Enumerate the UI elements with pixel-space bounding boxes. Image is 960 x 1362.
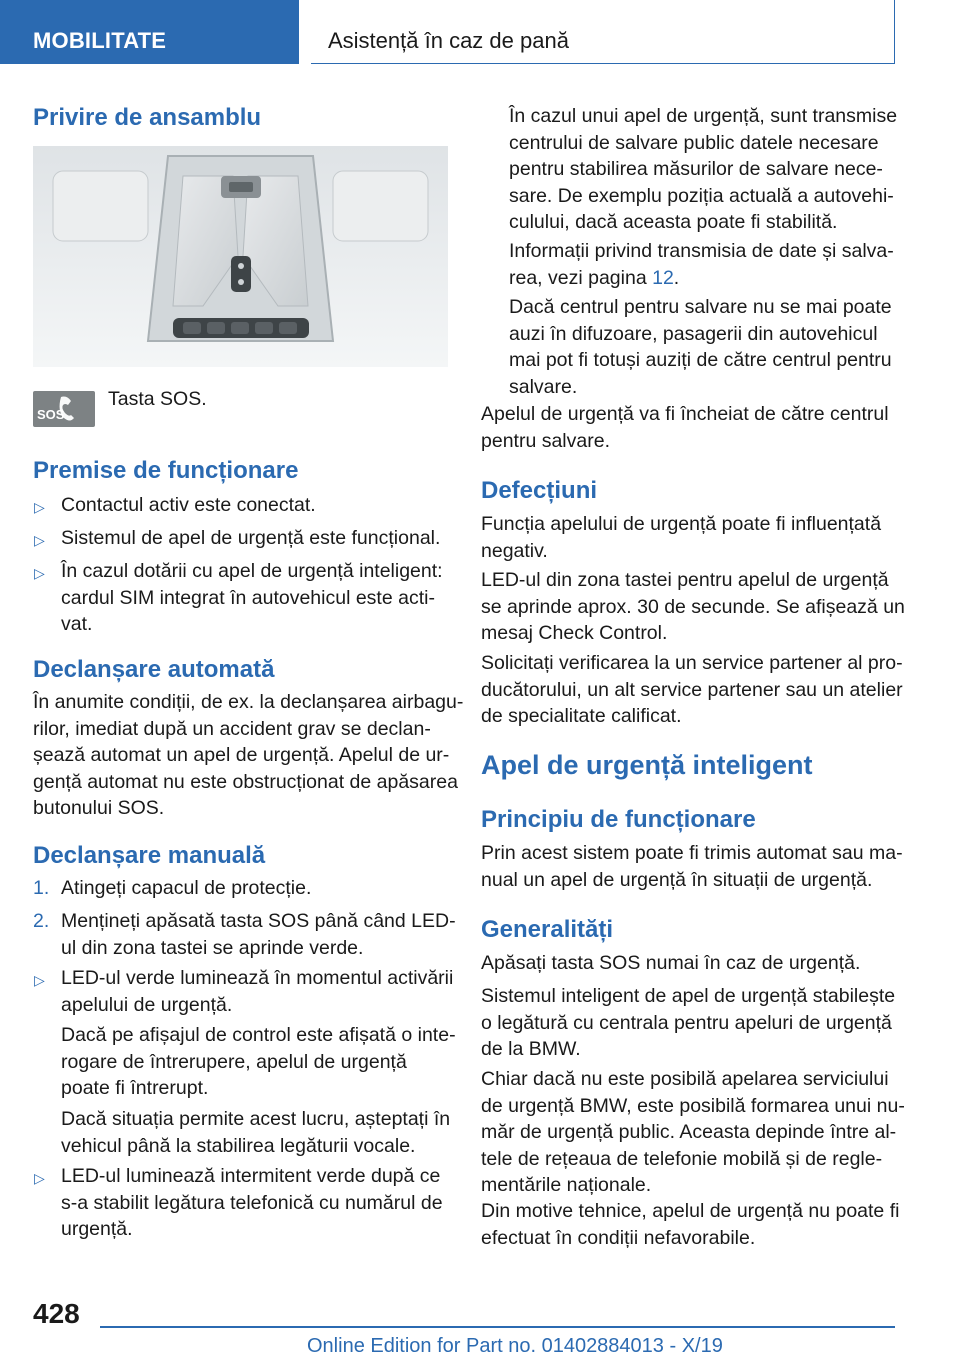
paragraph-general-1: Apăsați tasta SOS numai în caz de urgență.: [481, 952, 861, 974]
paragraph-rescue-center: Dacă centrul pentru salvare nu se mai poate auzi în difuzoare, pasagerii din autovehicul mai pot fi totuși auziți de către centrul pentru salvare.: [509, 296, 892, 398]
heading-automatic-trigger: Declanșare automată: [33, 656, 275, 683]
header-title-box: [311, 0, 895, 64]
sos-icon-text: SOS: [37, 407, 65, 422]
list-item: Sistemul de apel de urgență este funcțional.: [61, 527, 441, 549]
heading-general: Generalități: [481, 916, 614, 943]
bullet-triangle-icon: ▷: [34, 532, 45, 548]
heading-manual-trigger: Declanșare manuală: [33, 842, 266, 869]
paragraph-data-transmitted: În cazul unui apel de urgență, sunt transmise centrului de salvare public datele necesare pentru stabilirea măsurilor de salvare nece‐ sare. De exemplu poziția actuală a autovehi‐ culului, dacă aceasta poate fi stabilită.: [509, 105, 898, 233]
footer-divider: [100, 1326, 895, 1328]
list-item-note: Dacă pe afișajul de control este afișată o inte‐ rogare de întrerupere, apelul de urgență poate fi întrerupt.: [61, 1024, 456, 1099]
paragraph-automatic-trigger: În anumite condiții, de ex. la declanșarea airbagu‐ rilor, imediat după un accident grav se declan‐ șează automat un apel de urgență. Apelul de ur‐ gență automat nu este obstrucționat de apăsarea butonului SOS.: [33, 691, 464, 819]
bullet-triangle-icon: ▷: [34, 565, 45, 581]
heading-intelligent-emergency-call: Apel de urgență inteligent: [481, 750, 813, 780]
heading-faults: Defecțiuni: [481, 477, 598, 504]
list-item: Contactul activ este conectat.: [61, 494, 316, 516]
paragraph-principle: Prin acest sistem poate fi trimis automat sau ma‐ nual un apel de urgență în situații de urgență.: [481, 842, 903, 891]
paragraph-general-3: Chiar dacă nu este posibilă apelarea serviciului de urgență BMW, este posibilă formarea unui nu‐ măr de urgență public. Aceasta depinde între al‐ tele de rețeaua de telefonie mobilă și de regle‐ mentările naționale.: [481, 1068, 905, 1196]
paragraph-general-2: Sistemul inteligent de apel de urgență stabilește o legătură cu centrala pentru apeluri de urgență de la BMW.: [481, 985, 896, 1060]
step-text: Atingeți capacul de protecție.: [61, 877, 312, 899]
paragraph-call-ended: Apelul de urgență va fi încheiat de către centrul pentru salvare.: [481, 403, 889, 452]
paragraph-faults: Funcția apelului de urgență poate fi influențată negativ.: [481, 513, 882, 562]
sos-key-icon: [33, 391, 95, 427]
bullet-triangle-icon: ▷: [34, 499, 45, 515]
step-number: 1.: [33, 877, 50, 899]
roof-console-illustration: [33, 146, 448, 367]
paragraph-general-4: Din motive tehnice, apelul de urgență nu poate fi efectuat în condiții nefavorabile.: [481, 1200, 900, 1249]
bullet-triangle-icon: ▷: [34, 972, 45, 988]
step-text: Mențineți apăsată tasta SOS până când LED‐ ul din zona tastei se aprinde verde.: [61, 910, 456, 959]
header-section-label: MOBILITATE: [33, 28, 167, 53]
caption-sos-key: Tasta SOS.: [108, 388, 207, 410]
list-item: LED-ul verde luminează în momentul activării apelului de urgență.: [61, 967, 454, 1016]
step-number: 2.: [33, 910, 50, 932]
list-item: LED-ul luminează intermitent verde după ce s-a stabilit legătura telefonică cu numărul de urgență.: [61, 1165, 443, 1240]
header-title: Asistență în caz de pană: [328, 28, 569, 53]
list-item: În cazul dotării cu apel de urgență inteligent: cardul SIM integrat în autovehicul este acti‐ vat.: [61, 560, 443, 635]
roof-console-image: [33, 146, 448, 367]
paragraph-faults-led: LED-ul din zona tastei pentru apelul de urgență se aprinde aprox. 30 de secunde. Se afișează un mesaj Check Control.: [481, 569, 905, 644]
paragraph-faults-service: Solicitați verificarea la un service partener al pro‐ ducătorului, un alt service partener sau un atelier de specialitate calificat.: [481, 652, 903, 727]
heading-principle: Principiu de funcționare: [481, 806, 756, 833]
header-section-tab: [0, 0, 299, 64]
page-number: 428: [33, 1298, 80, 1329]
page-reference-link[interactable]: 12: [652, 266, 674, 289]
list-item-note: Dacă situația permite acest lucru, așteptați în vehicul până la stabilirea legăturii vocale.: [61, 1108, 451, 1157]
paragraph-data-info: Informații privind transmisia de date și salva‐ rea, vezi pagina 12.: [509, 240, 894, 289]
bullet-triangle-icon: ▷: [34, 1170, 45, 1186]
footer-edition: Online Edition for Part no. 01402884013 - X/19: [307, 1335, 723, 1357]
heading-overview: Privire de ansamblu: [33, 104, 262, 131]
heading-prerequisites: Premise de funcționare: [33, 457, 299, 484]
